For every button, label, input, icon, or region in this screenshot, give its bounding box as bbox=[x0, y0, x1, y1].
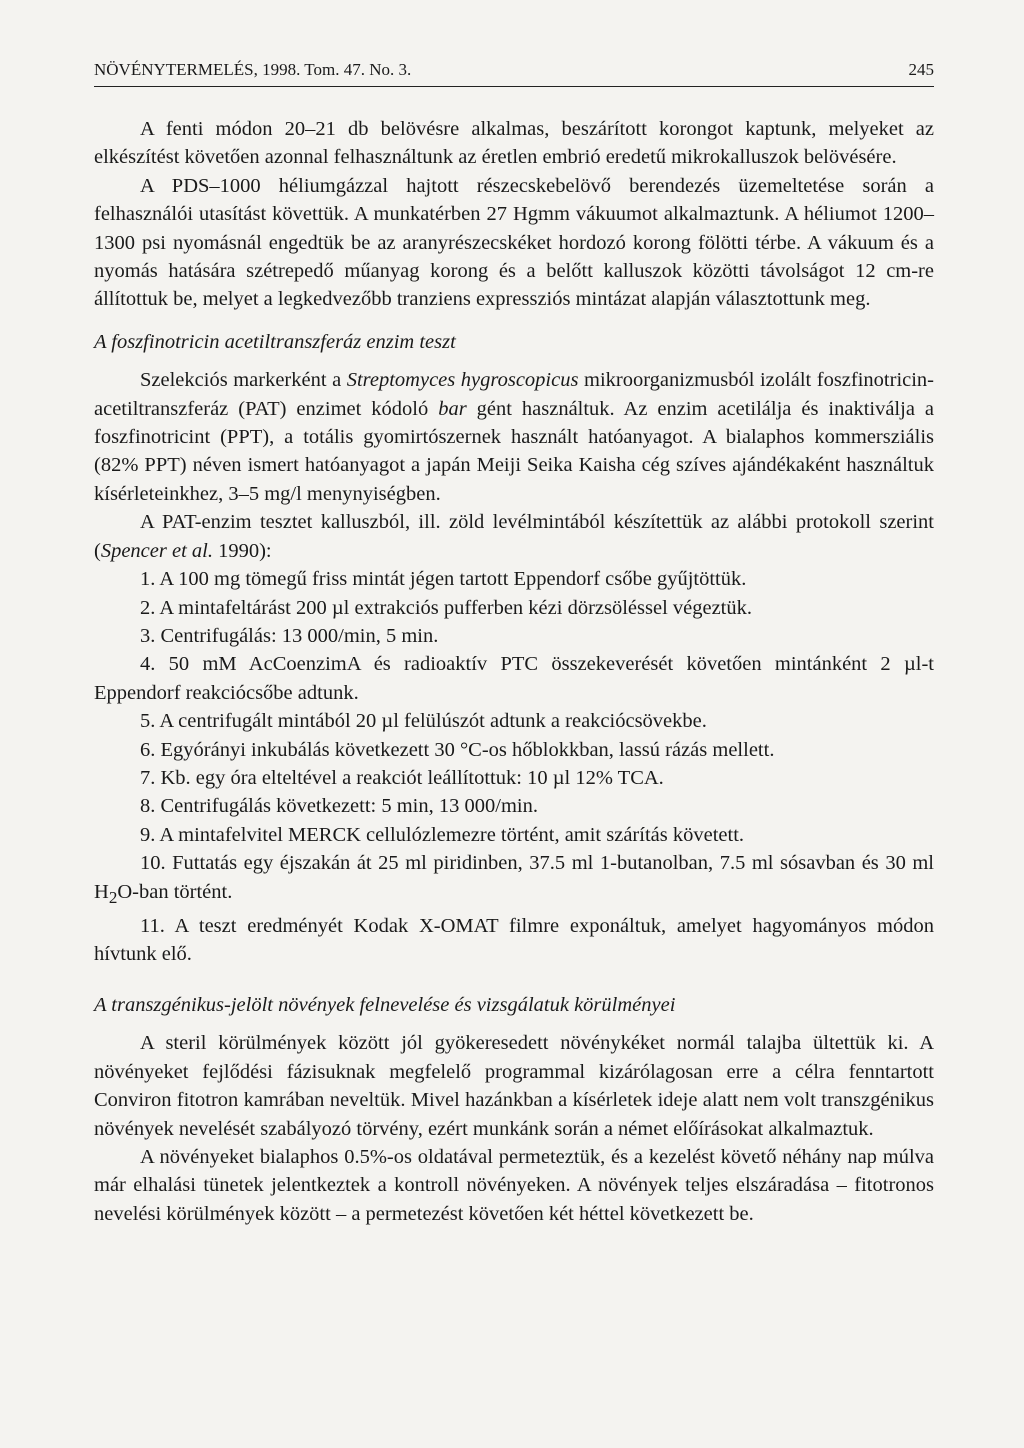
text-run: A PAT-enzim tesztet kalluszból, ill. zöld levélmintából készítettük az alábbi protokoll szerint ( bbox=[94, 511, 934, 562]
protocol-step: 1. A 100 mg tömegű friss mintát jégen tartott Eppendorf csőbe gyűjtöttük. bbox=[140, 568, 747, 591]
paragraph: A fenti módon 20–21 db belövésre alkalmas, beszárított korongot kaptunk, melyeket az elkészítést követően azonnal felhasználtunk az éretlen embrió eredetű mikrokalluszok belövésére. bbox=[94, 118, 934, 169]
citation: Spencer et al. bbox=[100, 539, 213, 562]
page-number: 245 bbox=[908, 60, 934, 79]
text-run: 10. Futtatás egy éjszakán át 25 ml piridinben, 37.5 ml 1-butanolban, 7.5 ml sósavban és 30 ml H bbox=[94, 852, 934, 903]
protocol-step: 2. A mintafeltárást 200 µl extrakciós pufferben kézi dörzsöléssel végeztük. bbox=[140, 596, 753, 619]
text-run: gént használtuk. Az enzim acetilálja és inaktiválja a foszfinotricint (PPT), a totális gyomirtószernek használt hatóanyagot. A bialaphos kommersziális (82% PPT) néven ismert hatóanyagot a japán Meiji Seika Kaisha cég szíves ajándékaként használtuk kísérleteinkhez, 3–5 mg/l menynyiségben. bbox=[94, 397, 934, 505]
journal-citation: NÖVÉNYTERMELÉS, 1998. Tom. 47. No. 3. bbox=[94, 60, 412, 79]
paragraph: A steril körülmények között jól gyökeresedett növénykéket normál talajba ültettük ki. A növényeket fejlődési fázisuknak megfelelő programmal kizárólagosan erre a célra fenntartott Conviron fitotron kamrában neveltük. Mivel hazánkban a kísérletek ideje alatt nem volt transzgénikus növények nevelését szabályozó törvény, ezért munkánk során a német előírásokat alkalmaztuk. bbox=[94, 1032, 934, 1140]
text-run: Szelekciós markerként a bbox=[140, 369, 347, 392]
paragraph bbox=[94, 508, 934, 565]
text-run: mikroorganizmusból izolált foszfinotricin-acetiltranszferáz (PAT) enzimet kódoló bbox=[94, 369, 935, 420]
subscript: 2 bbox=[108, 887, 118, 907]
section-heading: A transzgénikus-jelölt növények felnevelése és vizsgálatuk körülményei bbox=[94, 993, 676, 1016]
gene-name: bar bbox=[438, 397, 467, 420]
paragraph: A növényeket bialaphos 0.5%-os oldatával permeteztük, és a kezelést követő néhány nap múlva már elhalási tünetek jelentkeztek a kontroll növényeken. A növények teljes elszáradása – fitotronos nevelési körülmények között – a permetezést követően két héttel következett be. bbox=[94, 1145, 934, 1225]
protocol-step: 3. Centrifugálás: 13 000/min, 5 min. bbox=[140, 624, 439, 647]
paragraph bbox=[94, 366, 934, 508]
protocol-step: 7. Kb. egy óra elteltével a reakciót leállítottuk: 10 µl 12% TCA. bbox=[140, 766, 664, 789]
protocol-step: 8. Centrifugálás következett: 5 min, 13 000/min. bbox=[140, 795, 538, 818]
running-header bbox=[94, 60, 934, 87]
paragraph: A PDS–1000 héliumgázzal hajtott részecskebelövő berendezés üzemeltetése során a felhasználói utasítást követtük. A munkatérben 27 Hgmm vákuumot alkalmaztunk. A héliumot 1200–1300 psi nyomásnál engedtük be az aranyrészecskéket hordozó korong fölötti térbe. A vákuum és a nyomás hatására szétrepedő műanyag korong és a belőtt kalluszok közötti távolságot 12 cm-re állítottuk be, melyet a legkedvezőbb tranziens expressziós mintázat alapján választottunk meg. bbox=[94, 174, 934, 311]
protocol-step: 6. Egyórányi inkubálás következett 30 °C-os hőblokkban, lassú rázás mellett. bbox=[140, 738, 775, 761]
organism-name: Streptomyces hygroscopicus bbox=[346, 369, 579, 392]
text-run: O-ban történt. bbox=[117, 880, 233, 903]
protocol-step: 11. A teszt eredményét Kodak X-OMAT filmre exponáltuk, amelyet hagyományos módon hívtunk elő. bbox=[94, 915, 934, 966]
protocol-step: 9. A mintafelvitel MERCK cellulózlemezre történt, amit szárítás követett. bbox=[140, 823, 745, 846]
text-run: 1990): bbox=[212, 539, 272, 562]
protocol-step bbox=[94, 849, 934, 912]
protocol-step: 5. A centrifugált mintából 20 µl felülúszót adtunk a reakciócsövekbe. bbox=[140, 710, 707, 733]
body-text bbox=[94, 115, 934, 1228]
section-heading: A foszfinotricin acetiltranszferáz enzim teszt bbox=[94, 330, 456, 353]
protocol-step: 4. 50 mM AcCoenzimA és radioaktív PTC összekeverését követően mintánként 2 µl-t Eppendorf reakciócsőbe adtunk. bbox=[94, 653, 934, 704]
